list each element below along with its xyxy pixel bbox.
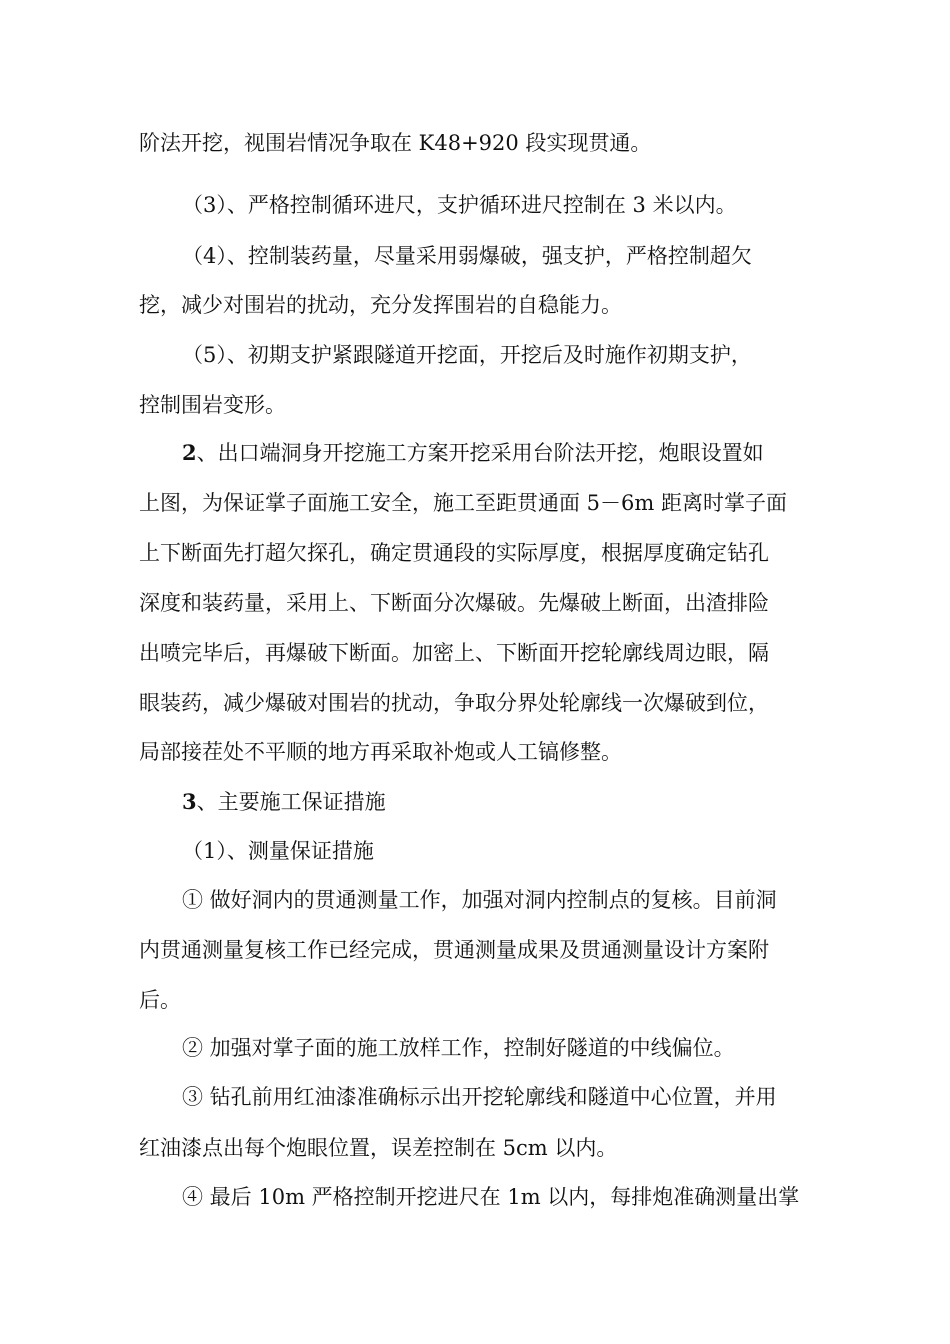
paragraph-line: 阶法开挖，视围岩情况争取在 K48+920 段实现贯通。 [139, 131, 652, 155]
paragraph-line: 内贯通测量复核工作已经完成，贯通测量成果及贯通测量设计方案附 [139, 938, 769, 962]
section-heading-line [182, 438, 764, 468]
section-heading-line [182, 787, 386, 817]
paragraph-line: 挖，减少对围岩的扰动，充分发挥围岩的自稳能力。 [139, 293, 622, 317]
paragraph-line: 局部接茬处不平顺的地方再采取补炮或人工镐修整。 [139, 740, 622, 764]
paragraph-line: 眼装药，减少爆破对围岩的扰动，争取分界处轮廓线一次爆破到位， [139, 691, 769, 715]
paragraph-line: 后。 [139, 988, 181, 1012]
paragraph-line: （4）、控制装药量，尽量采用弱爆破，强支护，严格控制超欠 [182, 244, 752, 268]
paragraph-text: 、出口端洞身开挖施工方案开挖采用台阶法开挖，炮眼设置如 [196, 441, 764, 465]
paragraph-line: 出喷完毕后，再爆破下断面。加密上、下断面开挖轮廓线周边眼，隔 [139, 641, 769, 665]
section-number: 3 [182, 789, 197, 814]
heading-text: 、主要施工保证措施 [196, 790, 386, 814]
paragraph-line: 深度和装药量，采用上、下断面分次爆破。先爆破上断面，出渣排险 [139, 591, 769, 615]
paragraph-line: ③ 钻孔前用红油漆准确标示出开挖轮廓线和隧道中心位置，并用 [182, 1085, 777, 1109]
paragraph-line: ④ 最后 10m 严格控制开挖进尺在 1m 以内，每排炮准确测量出掌 [182, 1185, 800, 1209]
paragraph-line: ① 做好洞内的贯通测量工作，加强对洞内控制点的复核。目前洞 [182, 888, 777, 912]
paragraph-line: 红油漆点出每个炮眼位置，误差控制在 5cm 以内。 [139, 1136, 618, 1160]
subheading-line: （1）、测量保证措施 [182, 839, 374, 863]
paragraph-line: （5）、初期支护紧跟隧道开挖面，开挖后及时施作初期支护， [182, 343, 752, 367]
paragraph-line: 控制围岩变形。 [139, 393, 286, 417]
paragraph-line: （3）、严格控制循环进尺，支护循环进尺控制在 3 米以内。 [182, 193, 737, 217]
paragraph-line: 上图，为保证掌子面施工安全，施工至距贯通面 5－6m 距离时掌子面 [139, 491, 787, 515]
paragraph-line: ② 加强对掌子面的施工放样工作，控制好隧道的中线偏位。 [182, 1036, 735, 1060]
paragraph-line: 上下断面先打超欠探孔，确定贯通段的实际厚度，根据厚度确定钻孔 [139, 541, 769, 565]
section-number: 2 [182, 440, 197, 465]
